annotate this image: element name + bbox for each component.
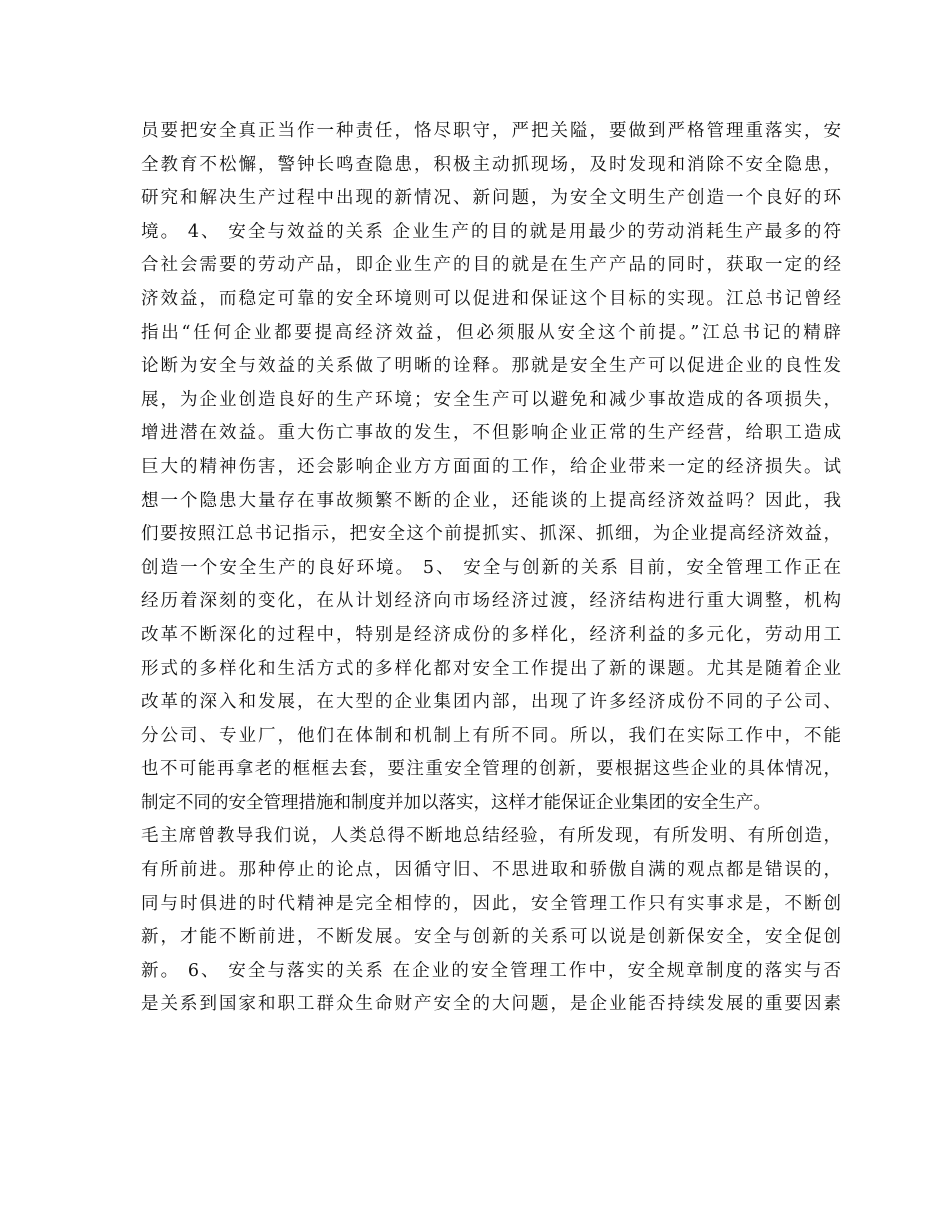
text-line: 同与时俱进的时代精神是完全相悖的，因此，安全管理工作只有实事求是，不断创: [141, 893, 841, 914]
text-line: 全教育不松懈，警钟长鸣查隐患，积极主动抓现场，及时发现和消除不安全隐患，: [141, 154, 841, 175]
text-line: 新。 6、 安全与落实的关系 在企业的安全管理工作中，安全规章制度的落实与否: [141, 960, 841, 981]
text-line: 有所前进。那种停止的论点，因循守旧、不思进取和骄傲自满的观点都是错误的，: [141, 860, 841, 881]
text-line: 们要按照江总书记指示，把安全这个前提抓实、抓深、抓细，为企业提高经济效益，: [141, 524, 841, 545]
text-line: 是关系到国家和职工群众生命财产安全的大问题，是企业能否持续发展的重要因素: [141, 994, 841, 1015]
text-line: 员要把安全真正当作一种责任，恪尽职守，严把关隘，要做到严格管理重落实，安: [141, 121, 841, 141]
text-line: 改革不断深化的过程中，特别是经济成份的多样化，经济利益的多元化，劳动用工: [141, 624, 841, 645]
text-line: 想一个隐患大量存在事故频繁不断的企业，还能谈的上提高经济效益吗？因此，我: [141, 490, 841, 511]
text-line: 制定不同的安全管理措施和制度并加以落实，这样才能保证企业集团的安全生产。: [141, 792, 771, 813]
text-line: 形式的多样化和生活方式的多样化都对安全工作提出了新的课题。尤其是随着企业: [141, 658, 841, 679]
text-line: 新，才能不断前进，不断发展。安全与创新的关系可以说是创新保安全，安全促创: [141, 927, 841, 948]
text-line: 分公司、专业厂，他们在体制和机制上有所不同。所以，我们在实际工作中，不能: [141, 725, 841, 746]
text-line: 巨大的精神伤害，还会影响企业方方面面的工作，给企业带来一定的经济损失。试: [141, 456, 841, 477]
text-line: 合社会需要的劳动产品，即企业生产的目的就是在生产产品的同时，获取一定的经: [141, 255, 841, 276]
text-line: 也不可能再拿老的框框去套，要注重安全管理的创新，要根据这些企业的具体情况，: [141, 759, 841, 780]
text-line: 指出“任何企业都要提高经济效益，但必须服从安全这个前提。”江总书记的精辟: [141, 322, 841, 343]
body-text: [141, 115, 841, 1022]
text-line: 展，为企业创造良好的生产环境；安全生产可以避免和减少事故造成的各项损失，: [141, 389, 841, 410]
text-line: 经历着深刻的变化，在从计划经济向市场经济过渡，经济结构进行重大调整，机构: [141, 591, 841, 612]
text-line: 论断为安全与效益的关系做了明晰的诠释。那就是安全生产可以促进企业的良性发: [141, 356, 841, 377]
text-line: 境。 4、 安全与效益的关系 企业生产的目的就是用最少的劳动消耗生产最多的符: [141, 221, 841, 242]
text-line: 创造一个安全生产的良好环境。 5、 安全与创新的关系 目前，安全管理工作正在: [141, 557, 841, 578]
text-line: 毛主席曾教导我们说，人类总得不断地总结经验，有所发现，有所发明、有所创造，: [141, 826, 841, 847]
text-line: 济效益，而稳定可靠的安全环境则可以促进和保证这个目标的实现。江总书记曾经: [141, 288, 841, 309]
text-line: 增进潜在效益。重大伤亡事故的发生，不但影响企业正常的生产经营，给职工造成: [141, 423, 841, 444]
text-line: 研究和解决生产过程中出现的新情况、新问题，为安全文明生产创造一个良好的环: [141, 188, 841, 209]
text-line: 改革的深入和发展，在大型的企业集团内部，出现了许多经济成份不同的子公司、: [141, 692, 841, 713]
